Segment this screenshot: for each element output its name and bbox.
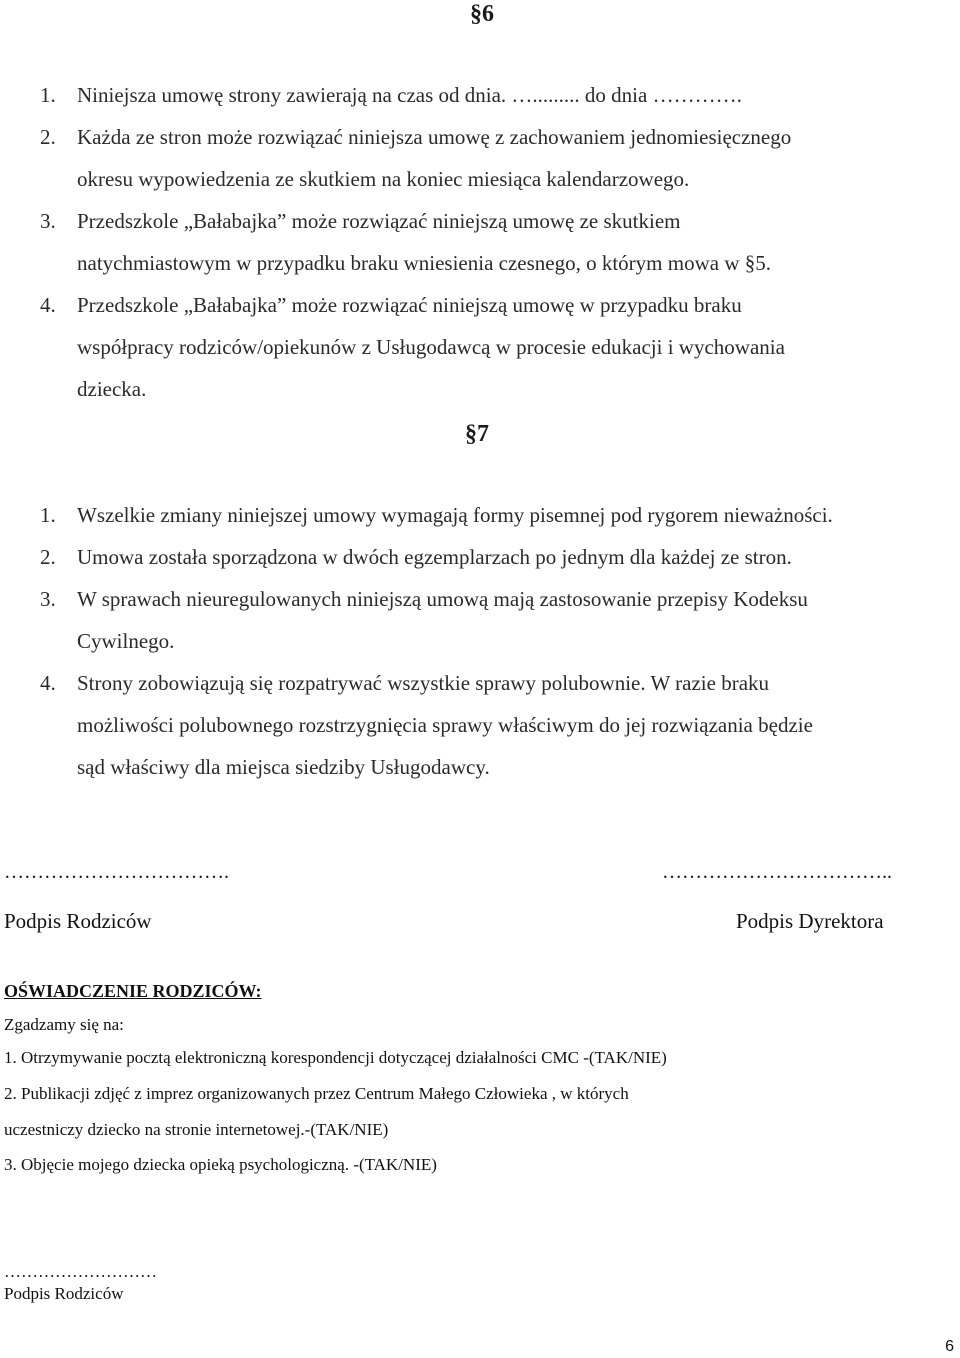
item-text: Umowa została sporządzona w dwóch egzemplarzach po jednym dla każdej ze stron.	[77, 545, 792, 569]
list-item	[40, 74, 940, 116]
list-item	[40, 578, 940, 662]
section-6-list	[40, 74, 940, 410]
final-signature-label: Podpis Rodziców	[4, 1284, 124, 1303]
item-text: okresu wypowiedzenia ze skutkiem na koniec miesiąca kalendarzowego.	[77, 167, 690, 191]
declaration-line: uczestniczy dziecko na stronie internetowej.-(TAK/NIE)	[4, 1120, 389, 1139]
list-item	[40, 662, 940, 788]
item-number: 2.	[40, 125, 56, 149]
item-number: 1.	[40, 503, 56, 527]
director-signature-label: Podpis Dyrektora	[736, 909, 884, 933]
item-number: 4.	[40, 671, 56, 695]
section-6-heading: §6	[470, 1, 494, 27]
list-item	[40, 200, 940, 284]
declaration-line: 1. Otrzymywanie pocztą elektroniczną korespondencji dotyczącej działalności CMC -(TAK/NIE)	[4, 1048, 667, 1067]
page-number: 6	[945, 1338, 954, 1355]
item-text: Strony zobowiązują się rozpatrywać wszystkie sprawy polubownie. W razie braku	[77, 671, 770, 695]
final-signature-line: ………………………	[4, 1262, 157, 1281]
list-item	[40, 284, 940, 410]
declaration-line: 2. Publikacji zdjęć z imprez organizowanych przez Centrum Małego Człowieka , w których	[4, 1084, 629, 1103]
parent-signature-label: Podpis Rodziców	[4, 909, 152, 933]
parent-signature-line: …………………………….	[4, 861, 229, 883]
item-text: współpracy rodziców/opiekunów z Usługodawcą w procesie edukacji i wychowania	[77, 335, 785, 359]
list-item	[40, 494, 940, 536]
director-signature-line: ……………………………..	[662, 861, 892, 883]
declaration-line: 3. Objęcie mojego dziecka opieką psychologiczną. -(TAK/NIE)	[4, 1155, 437, 1174]
item-text: dziecka.	[77, 377, 147, 401]
item-text: Przedszkole „Bałabajka” może rozwiązać niniejszą umowę ze skutkiem	[77, 209, 681, 233]
item-text: możliwości polubownego rozstrzygnięcia sprawy właściwym do jej rozwiązania będzie	[77, 713, 813, 737]
list-item	[40, 536, 940, 578]
item-text: Niniejsza umowę strony zawierają na czas od dnia. …......... do dnia ………….	[77, 83, 742, 107]
item-text: Każda ze stron może rozwiązać niniejsza umowę z zachowaniem jednomiesięcznego	[77, 125, 792, 149]
item-number: 3.	[40, 587, 56, 611]
item-text: natychmiastowym w przypadku braku wniesienia czesnego, o którym mowa w §5.	[77, 251, 771, 275]
declaration-title: OŚWIADCZENIE RODZICÓW:	[4, 981, 262, 1001]
item-text: Przedszkole „Bałabajka” może rozwiązać niniejszą umowę w przypadku braku	[77, 293, 742, 317]
declaration-intro: Zgadzamy się na:	[4, 1015, 124, 1034]
item-number: 3.	[40, 209, 56, 233]
list-item	[40, 116, 940, 200]
item-number: 1.	[40, 83, 56, 107]
item-number: 4.	[40, 293, 56, 317]
item-text: Cywilnego.	[77, 629, 175, 653]
section-7-heading: §7	[465, 421, 489, 447]
section-7-list	[40, 494, 940, 788]
item-text: W sprawach nieuregulowanych niniejszą umową mają zastosowanie przepisy Kodeksu	[77, 587, 808, 611]
item-text: Wszelkie zmiany niniejszej umowy wymagają formy pisemnej pod rygorem nieważności.	[77, 503, 833, 527]
item-text: sąd właściwy dla miejsca siedziby Usługodawcy.	[77, 755, 490, 779]
item-number: 2.	[40, 545, 56, 569]
